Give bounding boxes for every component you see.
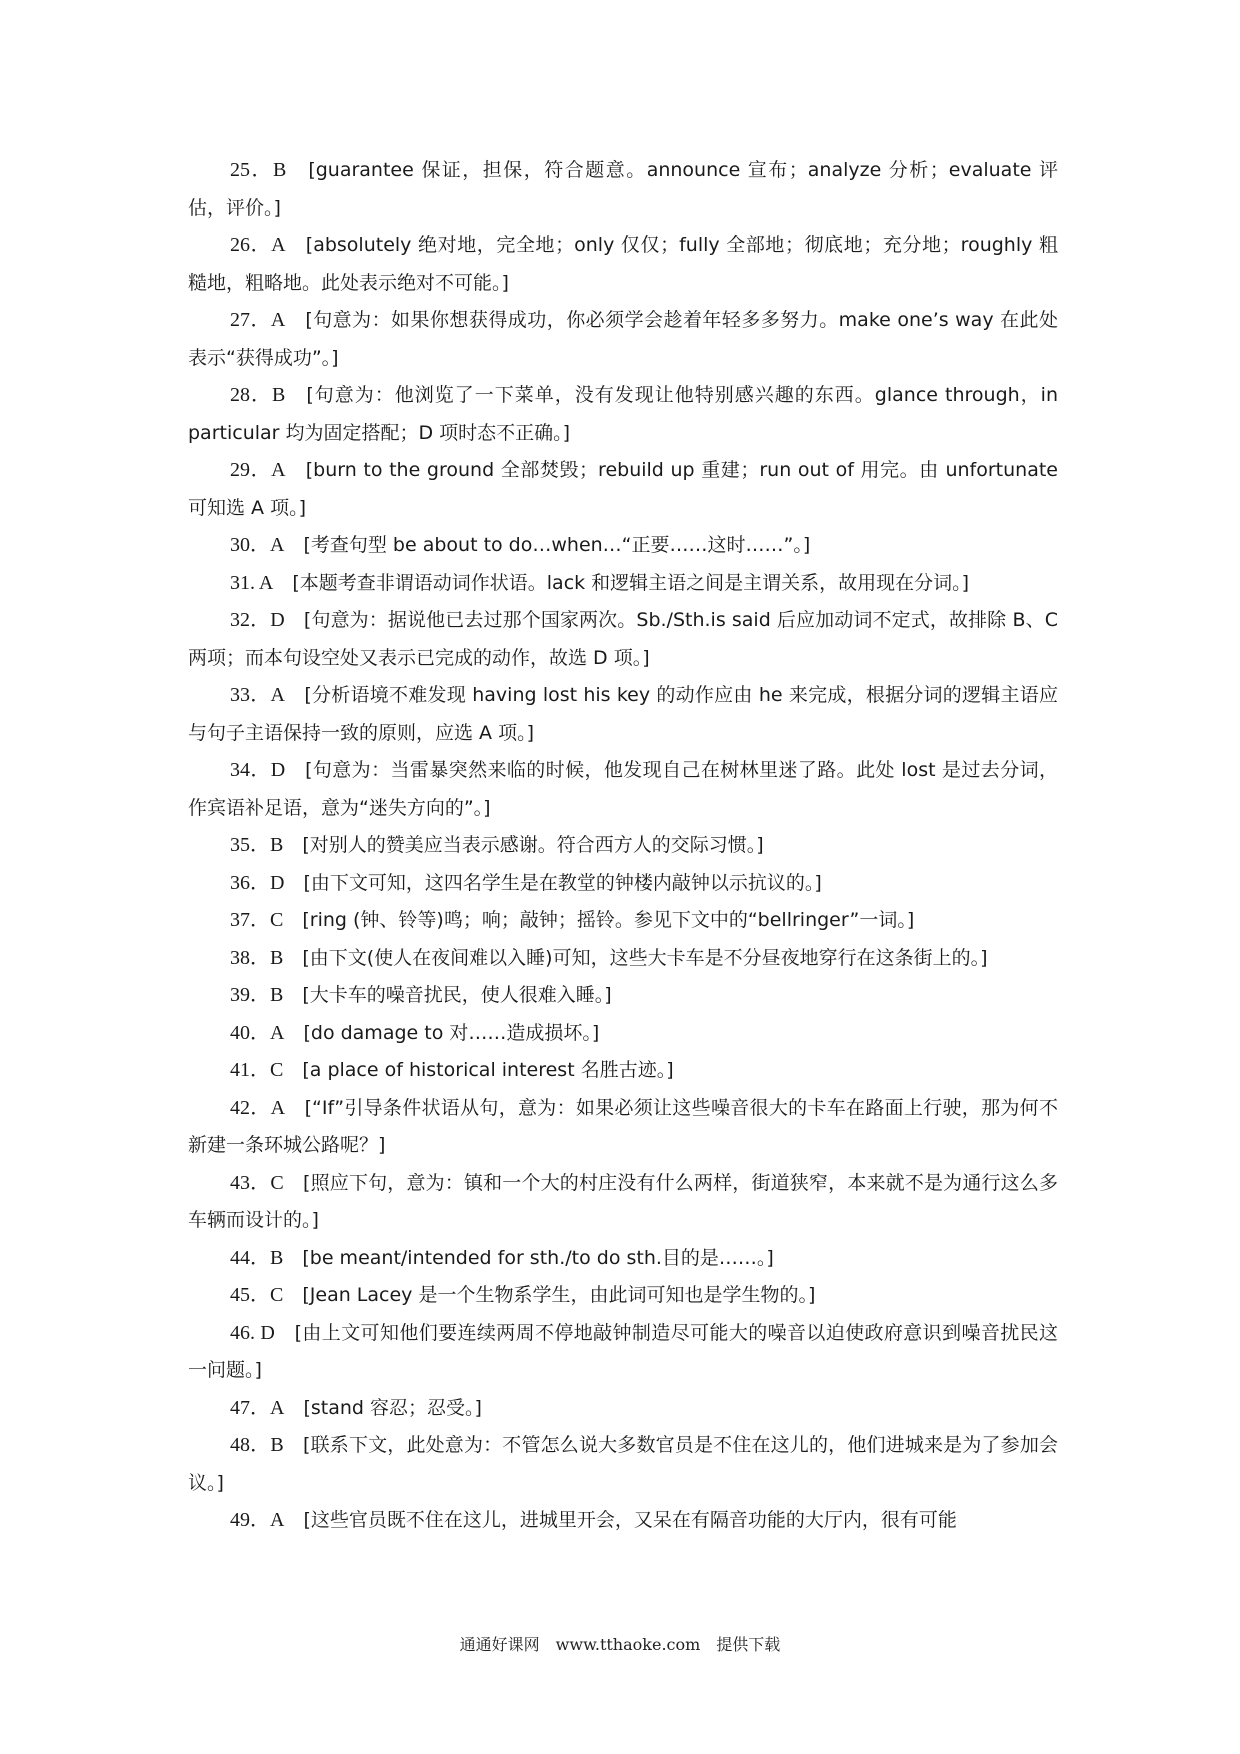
answer-explanation: [a place of historical interest 名胜古迹。] [302,1059,674,1081]
answer-number: 47．A [230,1396,285,1419]
answer-explanation: [stand 容忍；忍受。] [303,1396,482,1419]
answer-item [188,527,1058,565]
answer-number: 42．A [230,1096,286,1119]
answer-number: 46. D [230,1321,275,1344]
answer-item [188,752,1058,827]
answer-item [188,1240,1058,1278]
answer-number: 25．B [230,159,287,181]
answer-explanation: [Jean Lacey 是一个生物系学生，由此词可知也是学生物的。] [302,1284,816,1306]
answer-item [188,1427,1058,1502]
answer-explanation: [对别人的赞美应当表示感谢。符合西方人的交际习惯。] [302,834,764,856]
answer-number: 33．A [230,684,285,706]
answer-item [188,902,1058,940]
answer-item [188,677,1058,752]
answer-explanation: [句意为：当雷暴突然来临的时候，他发现自己在树林里迷了路。此处 lost 是过去分词，作宾语补足语，意为“迷失方向的”。] [188,759,1058,819]
answer-item [188,602,1058,677]
answer-number: 32．D [230,609,285,631]
answer-item [188,452,1058,527]
answer-item [188,565,1058,603]
answer-explanation: [burn to the ground 全部焚毁；rebuild up 重建；run out of 用完。由 unfortunate 可知选 A 项。] [188,459,1058,519]
answer-item [188,152,1058,227]
answer-number: 40．A [230,1021,285,1044]
answer-explanation: [ring (钟、铃等)鸣；响；敲钟；摇铃。参见下文中的“bellringer”一词。] [302,909,915,931]
answer-number: 48．B [230,1434,284,1456]
answer-item [188,977,1058,1015]
answer-item [188,1052,1058,1090]
answer-item [188,302,1058,377]
answer-explanation: [由下文(使人在夜间难以入睡)可知，这些大卡车是不分昼夜地穿行在这条街上的。] [302,946,988,969]
answer-explanation: [guarantee 保证，担保，符合题意。announce 宣布；analyze 分析；evaluate 评估，评价。] [188,159,1058,219]
answer-explanation: [由下文可知，这四名学生是在教堂的钟楼内敲钟以示抗议的。] [303,871,822,894]
answer-item [188,1090,1058,1165]
answer-item [188,940,1058,978]
answer-item [188,1390,1058,1428]
answer-explanation: [大卡车的噪音扰民，使人很难入睡。] [302,984,612,1006]
answer-number: 31. A [230,571,274,594]
answer-number: 36．D [230,871,285,894]
answer-number: 34．D [230,759,286,781]
answer-number: 38．B [230,946,284,969]
answer-number: 45．C [230,1284,284,1306]
answer-explanation: [句意为：据说他已去过那个国家两次。Sb./Sth.is said 后应加动词不定式，故排除 B、C 两项；而本句设空处又表示已完成的动作，故选 D 项。] [188,609,1058,669]
answer-explanation: [be meant/intended for sth./to do sth.目的是……。] [302,1246,774,1269]
answer-item [188,827,1058,865]
answer-item [188,1502,1058,1540]
answer-item [188,1277,1058,1315]
answer-explanation: [由上文可知他们要连续两周不停地敲钟制造尽可能大的噪音以迫使政府意识到噪音扰民这一问题。] [188,1321,1058,1381]
answer-item [188,1165,1058,1240]
answer-item [188,1015,1058,1053]
answer-explanation: [do damage to 对……造成损坏。] [303,1021,600,1044]
answer-explanation: [联系下文，此处意为：不管怎么说大多数官员是不住在这儿的，他们进城来是为了参加会议。] [188,1434,1058,1494]
answer-item [188,377,1058,452]
answer-list [188,152,1058,1540]
answer-explanation: [absolutely 绝对地，完全地；only 仅仅；fully 全部地；彻底地；充分地；roughly 粗糙地，粗略地。此处表示绝对不可能。] [188,234,1058,294]
answer-number: 41．C [230,1059,284,1081]
answer-explanation: [“If”引导条件状语从句，意为：如果必须让这些噪音很大的卡车在路面上行驶，那为何不新建一条环城公路呢？] [188,1096,1058,1156]
answer-number: 44．B [230,1246,284,1269]
answer-explanation: [句意为：如果你想获得成功，你必须学会趁着年轻多多努力。make one’s way 在此处表示“获得成功”。] [188,309,1058,369]
answer-number: 28．B [230,384,286,406]
answer-number: 26．A [230,234,286,256]
answer-explanation: [句意为：他浏览了一下菜单，没有发现让他特别感兴趣的东西。glance through，in particular 均为固定搭配；D 项时态不正确。] [188,384,1058,444]
answer-item [188,865,1058,903]
answer-number: 43．C [230,1171,284,1194]
answer-item [188,1315,1058,1390]
answer-explanation: [本题考查非谓语动词作状语。lack 和逻辑主语之间是主谓关系，故用现在分词。] [292,571,970,594]
answer-explanation: [这些官员既不住在这儿，进城里开会，又呆在有隔音功能的大厅内，很有可能 [303,1509,957,1531]
answer-number: 35．B [230,834,284,856]
answer-explanation: [考查句型 be about to do…when…“正要……这时……”。] [303,534,811,556]
answer-number: 37．C [230,909,284,931]
page-footer: 通通好课网 www.tthaoke.com 提供下载 [459,1635,781,1654]
answer-item [188,227,1058,302]
answer-number: 30．A [230,534,285,556]
answer-number: 39．B [230,984,284,1006]
answer-number: 49．A [230,1509,285,1531]
answer-explanation: [分析语境不难发现 having lost his key 的动作应由 he 来完成，根据分词的逻辑主语应与句子主语保持一致的原则，应选 A 项。] [188,684,1058,744]
answer-number: 27．A [230,309,286,331]
answer-explanation: [照应下句，意为：镇和一个大的村庄没有什么两样，街道狭窄，本来就不是为通行这么多车辆而设计的。] [188,1171,1058,1231]
answer-number: 29．A [230,459,286,481]
